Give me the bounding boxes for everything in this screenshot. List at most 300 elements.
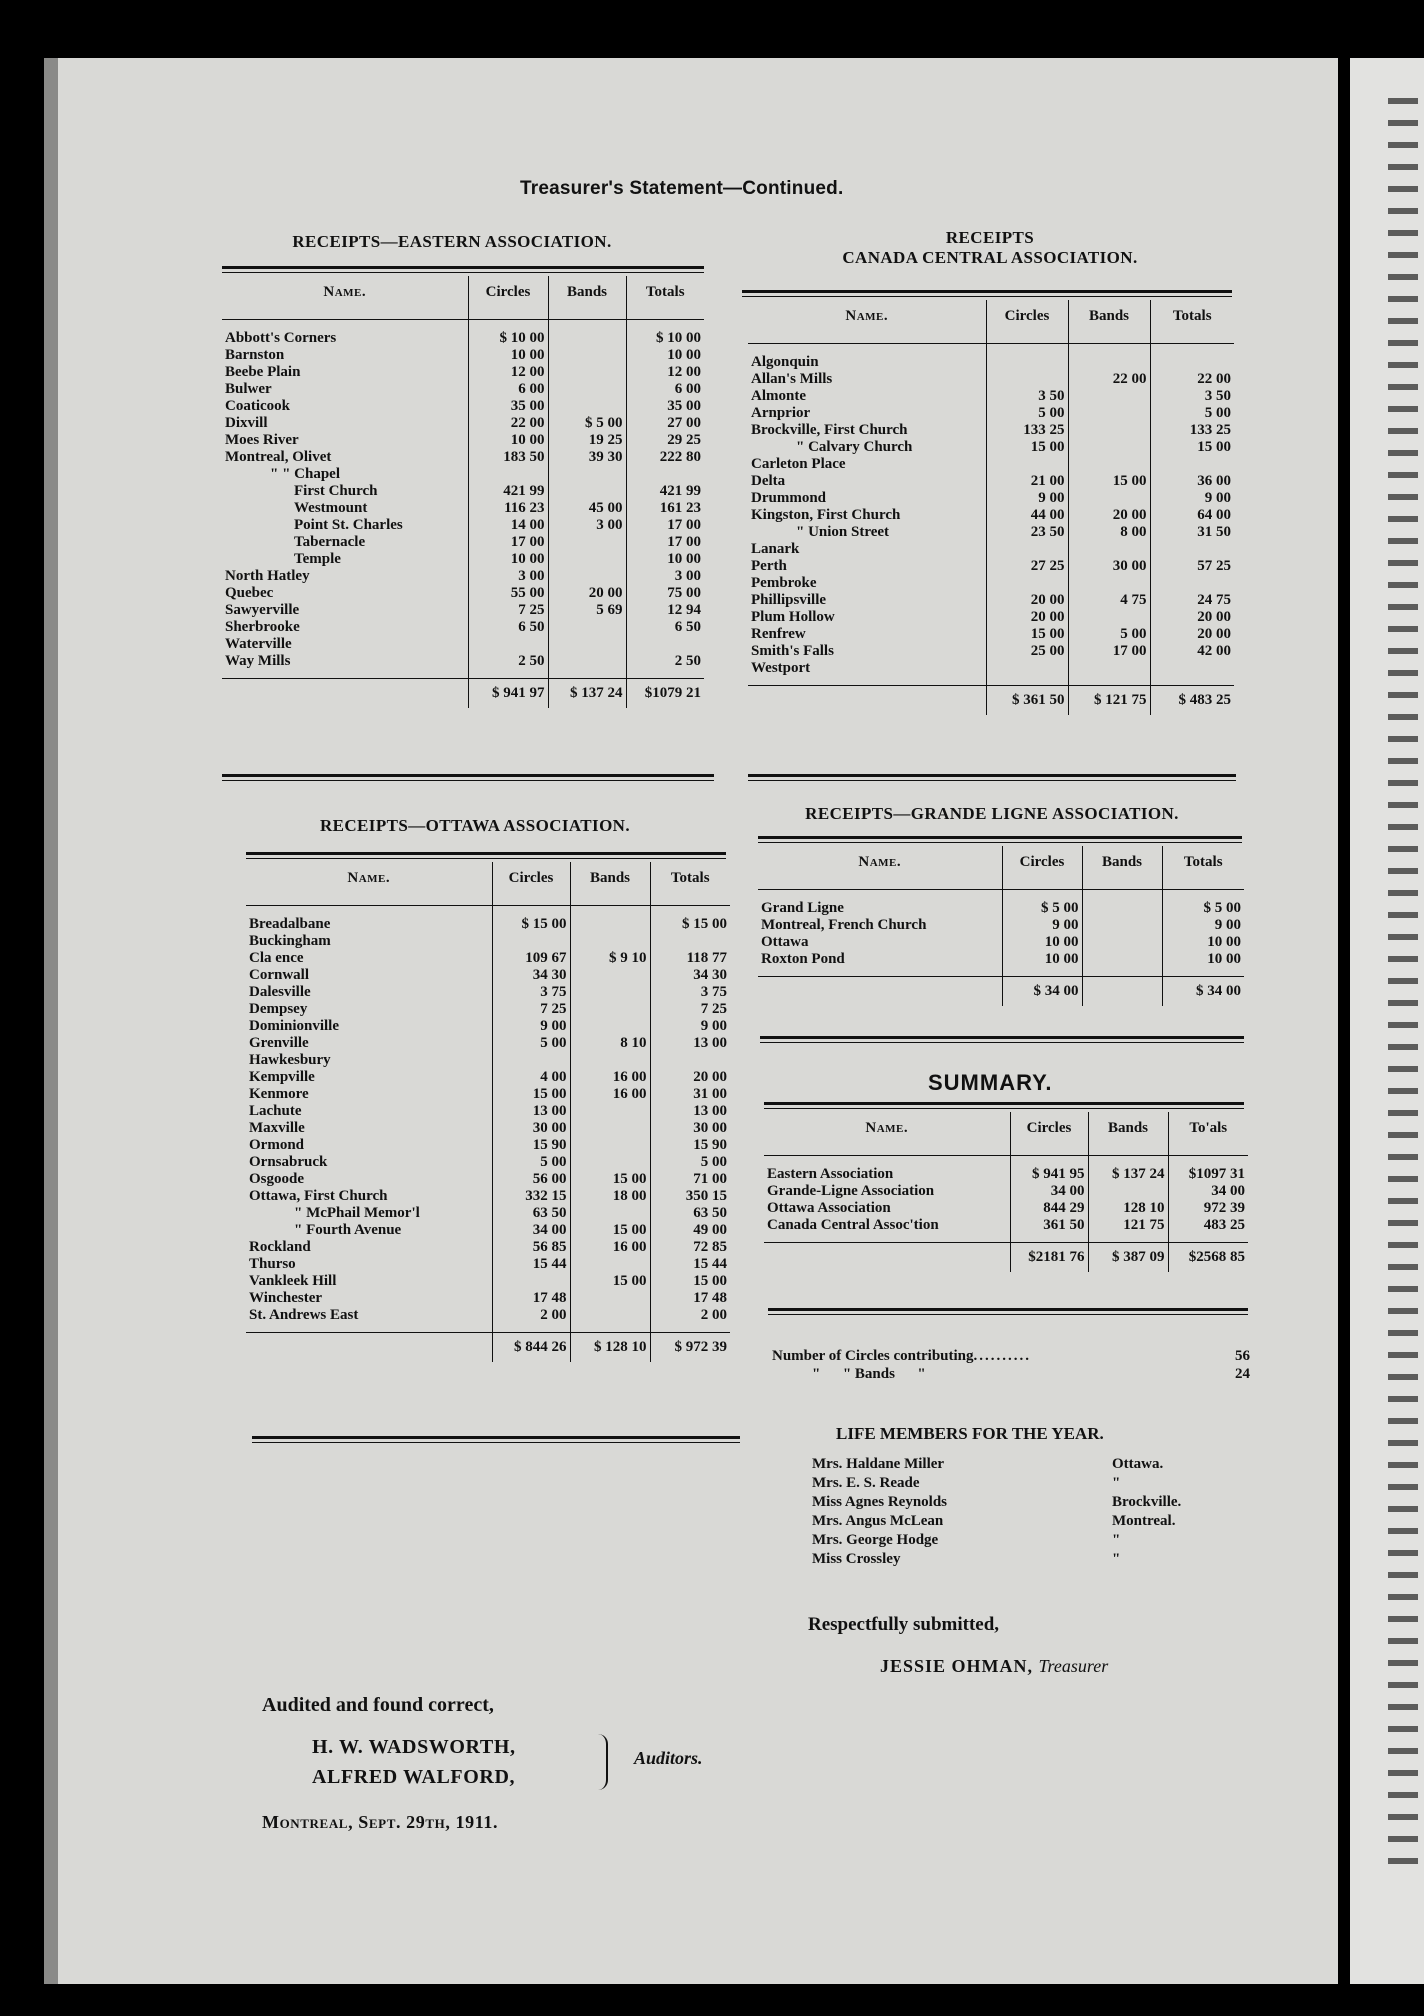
col-circles: Circles [1002, 846, 1082, 890]
bands-count-line [812, 1366, 1250, 1383]
cell-circles: 13 00 [492, 1103, 570, 1120]
cell-totals: 27 00 [626, 415, 704, 432]
cell-totals: 15 00 [650, 1273, 730, 1290]
cell-totals: 75 00 [626, 585, 704, 602]
table-row [222, 653, 704, 679]
life-member-name: Mrs. E. S. Reade [812, 1475, 920, 1491]
table-row [764, 1156, 1248, 1184]
col-bands: Bands [548, 276, 626, 320]
table-row [246, 1188, 730, 1205]
table-row [222, 636, 704, 653]
grande-ligne-title: RECEIPTS—GRANDE LIGNE ASSOCIATION. [805, 804, 1179, 823]
cell-bands [570, 1001, 650, 1018]
cell-name: Rockland [249, 1239, 311, 1255]
cell-circles: 21 00 [986, 473, 1068, 490]
cell-circles: $ 10 00 [468, 320, 548, 348]
cell-bands: 30 00 [1068, 558, 1150, 575]
cell-totals: 2 50 [626, 653, 704, 679]
col-circles: Circles [1010, 1112, 1088, 1156]
cell-circles: 63 50 [492, 1205, 570, 1222]
cell-bands: 39 30 [548, 449, 626, 466]
auditor-1: H. W. WADSWORTH, [312, 1736, 516, 1758]
cell-circles [986, 541, 1068, 558]
cell-bands [548, 551, 626, 568]
table-row [246, 1154, 730, 1171]
table-row [222, 568, 704, 585]
cell-blank [222, 679, 468, 709]
table-row [222, 517, 704, 534]
grande-ligne-bottom-rule [760, 1036, 1244, 1043]
table-row [246, 1052, 730, 1069]
cell-circles: 22 00 [468, 415, 548, 432]
cell-circles [468, 466, 548, 483]
cell-circles: 5 00 [492, 1154, 570, 1171]
table-row [246, 967, 730, 984]
table-row [246, 1137, 730, 1154]
cell-blank [764, 1243, 1010, 1273]
cell-bands [570, 1290, 650, 1307]
cell-totals: $1097 31 [1168, 1156, 1248, 1184]
cell-bands [1068, 541, 1150, 558]
cell-blank [246, 1333, 492, 1363]
cell-circles [986, 575, 1068, 592]
bands-count-label: " " Bands " [812, 1366, 926, 1382]
cell-circles: 35 00 [468, 398, 548, 415]
cell-circles: 10 00 [468, 347, 548, 364]
cell-name: " " Chapel [270, 466, 340, 482]
life-member-row [812, 1475, 1232, 1494]
place-date: Montreal, Sept. 29th, 1911. [262, 1812, 499, 1832]
cell-bands [570, 967, 650, 984]
table-row [764, 1217, 1248, 1243]
cell-name: Drummond [751, 490, 827, 506]
cell-name: Kenmore [249, 1086, 309, 1102]
cell-circles: 844 29 [1010, 1200, 1088, 1217]
cell-bands [548, 466, 626, 483]
table-row [246, 950, 730, 967]
table-row [222, 500, 704, 517]
col-circles: Circles [492, 862, 570, 906]
cell-circles: 15 00 [492, 1086, 570, 1103]
grande-ligne-table [758, 846, 1244, 1006]
cell-totals: 20 00 [1150, 609, 1234, 626]
cell-circles: 25 00 [986, 643, 1068, 660]
cell-totals: 22 00 [1150, 371, 1234, 388]
cell-circles: 7 25 [468, 602, 548, 619]
cell-bands [570, 1137, 650, 1154]
cell-totals: 63 50 [650, 1205, 730, 1222]
eastern-title: RECEIPTS—EASTERN ASSOCIATION. [292, 232, 612, 251]
total-bands: $ 137 24 [548, 679, 626, 709]
cell-totals: 10 00 [1162, 951, 1244, 977]
table-row [246, 1035, 730, 1052]
cell-circles: 6 50 [468, 619, 548, 636]
cell-bands [548, 534, 626, 551]
cell-totals: 161 23 [626, 500, 704, 517]
cell-totals: 9 00 [1162, 917, 1244, 934]
total-circles: $ 361 50 [986, 686, 1068, 716]
cell-bands: 5 69 [548, 602, 626, 619]
cell-bands: 8 10 [570, 1035, 650, 1052]
cell-totals: 3 50 [1150, 388, 1234, 405]
col-name: Name. [748, 300, 986, 344]
auditors-label: Auditors. [634, 1748, 703, 1768]
cell-name: Kingston, First Church [751, 507, 901, 523]
cell-bands [548, 636, 626, 653]
cell-bands [548, 653, 626, 679]
central-title-1: RECEIPTS [945, 228, 1035, 247]
cell-circles: 12 00 [468, 364, 548, 381]
cell-circles: 56 00 [492, 1171, 570, 1188]
cell-name: Dixvill [225, 415, 268, 431]
cell-bands [1068, 388, 1150, 405]
cell-bands: 16 00 [570, 1239, 650, 1256]
cell-circles [986, 660, 1068, 686]
cell-circles: 30 00 [492, 1120, 570, 1137]
ottawa-table-wrap [246, 862, 730, 1362]
cell-name: Arnprior [751, 405, 811, 421]
ottawa-top-rule [246, 852, 726, 859]
treasurer-signature [880, 1656, 1108, 1677]
cell-bands [1068, 456, 1150, 473]
life-member-place: Ottawa. [1112, 1456, 1164, 1472]
cell-circles: 34 30 [492, 967, 570, 984]
table-row [764, 1183, 1248, 1200]
col-circles: Circles [986, 300, 1068, 344]
cell-name: Osgoode [249, 1171, 305, 1187]
cell-name: North Hatley [225, 568, 310, 584]
cell-name: Algonquin [751, 354, 819, 370]
cell-totals: 15 00 [1150, 439, 1234, 456]
total-row [246, 1333, 730, 1363]
cell-circles: 20 00 [986, 592, 1068, 609]
cell-bands: 16 00 [570, 1069, 650, 1086]
cell-bands [548, 347, 626, 364]
cell-bands: 128 10 [1088, 1200, 1168, 1217]
cell-name: Grenville [249, 1035, 309, 1051]
cell-totals: 17 48 [650, 1290, 730, 1307]
cell-bands: 17 00 [1068, 643, 1150, 660]
treasurer-title: Treasurer [1038, 1656, 1109, 1676]
circles-count-label: Number of Circles contributing [772, 1348, 974, 1364]
total-bands: $ 121 75 [1068, 686, 1150, 716]
summary-top-rule [764, 1102, 1244, 1109]
table-row [222, 619, 704, 636]
page-header: Treasurer's Statement—Continued. [520, 178, 844, 199]
central-table [748, 300, 1234, 715]
cell-name: Westport [751, 660, 811, 676]
central-bottom-rule [748, 774, 1236, 781]
cell-name: Temple [294, 551, 341, 567]
cell-totals: 15 44 [650, 1256, 730, 1273]
life-member-name: Miss Agnes Reynolds [812, 1494, 948, 1510]
table-row [748, 643, 1234, 660]
col-bands: Bands [1088, 1112, 1168, 1156]
cell-name: " Fourth Avenue [294, 1222, 402, 1238]
cell-name: Eastern Association [767, 1166, 894, 1182]
cell-circles: 3 50 [986, 388, 1068, 405]
cell-totals: 350 15 [650, 1188, 730, 1205]
life-member-place: " [1112, 1551, 1121, 1567]
cell-name: Montreal, Olivet [225, 449, 332, 465]
table-row [748, 609, 1234, 626]
life-member-place: Brockville. [1112, 1494, 1182, 1510]
cell-bands: 121 75 [1088, 1217, 1168, 1243]
cell-circles: 183 50 [468, 449, 548, 466]
table-row [222, 449, 704, 466]
cell-circles: 10 00 [1002, 934, 1082, 951]
cell-totals: 9 00 [650, 1018, 730, 1035]
cell-name: Dempsey [249, 1001, 308, 1017]
cell-bands: 15 00 [1068, 473, 1150, 490]
table-row [222, 466, 704, 483]
cell-totals: 17 00 [626, 517, 704, 534]
cell-name: Ormond [249, 1137, 305, 1153]
cell-totals: 20 00 [650, 1069, 730, 1086]
cell-name: Perth [751, 558, 787, 574]
table-row [748, 344, 1234, 372]
summary-table [764, 1112, 1248, 1272]
grande-ligne-table-wrap [758, 846, 1244, 1006]
cell-totals: 34 00 [1168, 1183, 1248, 1200]
total-totals: $ 34 00 [1162, 977, 1244, 1007]
table-row [222, 320, 704, 348]
cell-bands [1082, 890, 1162, 918]
table-row [748, 558, 1234, 575]
cell-circles: 20 00 [986, 609, 1068, 626]
cell-name: Vankleek Hill [249, 1273, 337, 1289]
cell-circles: 2 00 [492, 1307, 570, 1333]
cell-bands: 16 00 [570, 1086, 650, 1103]
central-top-rule [742, 290, 1232, 297]
cell-circles: 15 00 [986, 626, 1068, 643]
cell-totals: 6 50 [626, 619, 704, 636]
page-edge [44, 58, 58, 1984]
cell-name: Canada Central Assoc'tion [767, 1217, 939, 1233]
table-row [222, 364, 704, 381]
cell-circles: $ 15 00 [492, 906, 570, 934]
cell-bands [548, 619, 626, 636]
cell-bands [1068, 575, 1150, 592]
cell-name: Dalesville [249, 984, 311, 1000]
cell-circles: 2 50 [468, 653, 548, 679]
cell-bands [548, 568, 626, 585]
cell-name: Grand Ligne [761, 900, 844, 916]
table-row [246, 1120, 730, 1137]
cell-blank [758, 977, 1002, 1007]
cell-circles: 9 00 [492, 1018, 570, 1035]
cell-circles: 3 75 [492, 984, 570, 1001]
cell-bands: $ 5 00 [548, 415, 626, 432]
cell-bands: 4 75 [1068, 592, 1150, 609]
cell-circles: 23 50 [986, 524, 1068, 541]
cell-totals: 5 00 [1150, 405, 1234, 422]
total-totals: $ 483 25 [1150, 686, 1234, 716]
cell-totals: 3 75 [650, 984, 730, 1001]
table-row [222, 347, 704, 364]
cell-bands [570, 984, 650, 1001]
table-row [246, 1069, 730, 1086]
cell-name: Bulwer [225, 381, 272, 397]
cell-name: Ornsabruck [249, 1154, 328, 1170]
table-row [748, 473, 1234, 490]
cell-bands [570, 1052, 650, 1069]
cell-bands [1068, 660, 1150, 686]
life-member-row [812, 1456, 1232, 1475]
cell-circles: 6 00 [468, 381, 548, 398]
cell-name: Dominionville [249, 1018, 340, 1034]
col-totals: Totals [1150, 300, 1234, 344]
cell-totals: 31 50 [1150, 524, 1234, 541]
eastern-top-rule [222, 266, 704, 273]
cell-bands: $ 137 24 [1088, 1156, 1168, 1184]
eastern-table-wrap [222, 276, 704, 708]
cell-circles: 34 00 [492, 1222, 570, 1239]
eastern-table [222, 276, 704, 708]
cell-circles: 116 23 [468, 500, 548, 517]
cell-name: Grande-Ligne Association [767, 1183, 935, 1199]
cell-name: Ottawa Association [767, 1200, 891, 1216]
cell-circles: 5 00 [492, 1035, 570, 1052]
table-row [222, 551, 704, 568]
col-name: Name. [758, 846, 1002, 890]
cell-bands [548, 398, 626, 415]
cell-bands [570, 933, 650, 950]
cell-name: " Calvary Church [796, 439, 913, 455]
cell-circles: 55 00 [468, 585, 548, 602]
life-member-name: Mrs. Angus McLean [812, 1513, 944, 1529]
cell-bands: 8 00 [1068, 524, 1150, 541]
cell-bands [548, 320, 626, 348]
cell-name: Pembroke [751, 575, 817, 591]
col-totals: To'als [1168, 1112, 1248, 1156]
cell-totals: 133 25 [1150, 422, 1234, 439]
table-row [764, 1200, 1248, 1217]
cell-name: Allan's Mills [751, 371, 833, 387]
central-title-2: CANADA CENTRAL ASSOCIATION. [842, 248, 1138, 267]
cell-bands [1088, 1183, 1168, 1200]
cell-circles [986, 371, 1068, 388]
cell-bands: 19 25 [548, 432, 626, 449]
table-row [758, 951, 1244, 977]
cell-bands: 45 00 [548, 500, 626, 517]
cell-totals: 972 39 [1168, 1200, 1248, 1217]
life-member-name: Mrs. Haldane Miller [812, 1456, 945, 1472]
cell-totals: 15 90 [650, 1137, 730, 1154]
total-row [758, 977, 1244, 1007]
cell-totals: 222 80 [626, 449, 704, 466]
table-row [222, 398, 704, 415]
cell-name: Cla ence [249, 950, 304, 966]
cell-totals [626, 636, 704, 653]
cell-totals: 10 00 [1162, 934, 1244, 951]
ottawa-table [246, 862, 730, 1362]
central-table-wrap [748, 300, 1234, 715]
table-row [748, 507, 1234, 524]
cell-name: Carleton Place [751, 456, 846, 472]
col-name: Name. [246, 862, 492, 906]
cell-circles: 27 25 [986, 558, 1068, 575]
table-row [246, 1171, 730, 1188]
cell-circles: 10 00 [468, 432, 548, 449]
cell-totals: 6 00 [626, 381, 704, 398]
cell-circles: 7 25 [492, 1001, 570, 1018]
cell-totals: 42 00 [1150, 643, 1234, 660]
cell-circles [986, 456, 1068, 473]
cell-bands [570, 1205, 650, 1222]
col-totals: Totals [1162, 846, 1244, 890]
cell-bands [570, 1154, 650, 1171]
table-row [246, 1290, 730, 1307]
total-circles: $2181 76 [1010, 1243, 1088, 1273]
col-bands: Bands [570, 862, 650, 906]
cell-totals: 34 30 [650, 967, 730, 984]
cell-circles: $ 941 95 [1010, 1156, 1088, 1184]
life-member-row [812, 1494, 1232, 1513]
cell-bands [1068, 609, 1150, 626]
cell-bands: 5 00 [1068, 626, 1150, 643]
cell-totals: 72 85 [650, 1239, 730, 1256]
cell-bands [1082, 917, 1162, 934]
cell-circles [468, 636, 548, 653]
cell-totals [1150, 344, 1234, 372]
table-row [748, 541, 1234, 558]
total-row [764, 1243, 1248, 1273]
cell-bands [1068, 439, 1150, 456]
life-members-title: LIFE MEMBERS FOR THE YEAR. [836, 1424, 1104, 1443]
cell-totals [1150, 456, 1234, 473]
cell-circles: 17 48 [492, 1290, 570, 1307]
ottawa-bottom-rule [252, 1436, 740, 1443]
cell-name: Plum Hollow [751, 609, 835, 625]
table-row [246, 1001, 730, 1018]
cell-name: Roxton Pond [761, 951, 845, 967]
cell-name: Breadalbane [249, 916, 331, 932]
table-row [748, 490, 1234, 507]
table-row [246, 1086, 730, 1103]
table-row [758, 917, 1244, 934]
cell-totals [626, 466, 704, 483]
cell-circles: 34 00 [1010, 1183, 1088, 1200]
cell-totals: 5 00 [650, 1154, 730, 1171]
table-row [246, 1103, 730, 1120]
total-circles: $ 941 97 [468, 679, 548, 709]
cell-totals: 2 00 [650, 1307, 730, 1333]
auditors-brace [596, 1734, 608, 1790]
cell-name: Barnston [225, 347, 285, 363]
cell-bands [570, 1120, 650, 1137]
cell-name: Waterville [225, 636, 292, 652]
cell-name: Montreal, French Church [761, 917, 927, 933]
cell-circles: 9 00 [986, 490, 1068, 507]
table-row [748, 575, 1234, 592]
table-row [748, 388, 1234, 405]
table-row [222, 381, 704, 398]
cell-name: Quebec [225, 585, 274, 601]
table-row [748, 626, 1234, 643]
cell-circles: 421 99 [468, 483, 548, 500]
col-name: Name. [764, 1112, 1010, 1156]
table-row [246, 984, 730, 1001]
cell-bands: 18 00 [570, 1188, 650, 1205]
cell-totals: 9 00 [1150, 490, 1234, 507]
table-row [748, 422, 1234, 439]
cell-name: Winchester [249, 1290, 323, 1306]
cell-totals [650, 1052, 730, 1069]
cell-bands [1068, 405, 1150, 422]
eastern-bottom-rule [222, 774, 714, 781]
cell-name: Westmount [294, 500, 368, 516]
